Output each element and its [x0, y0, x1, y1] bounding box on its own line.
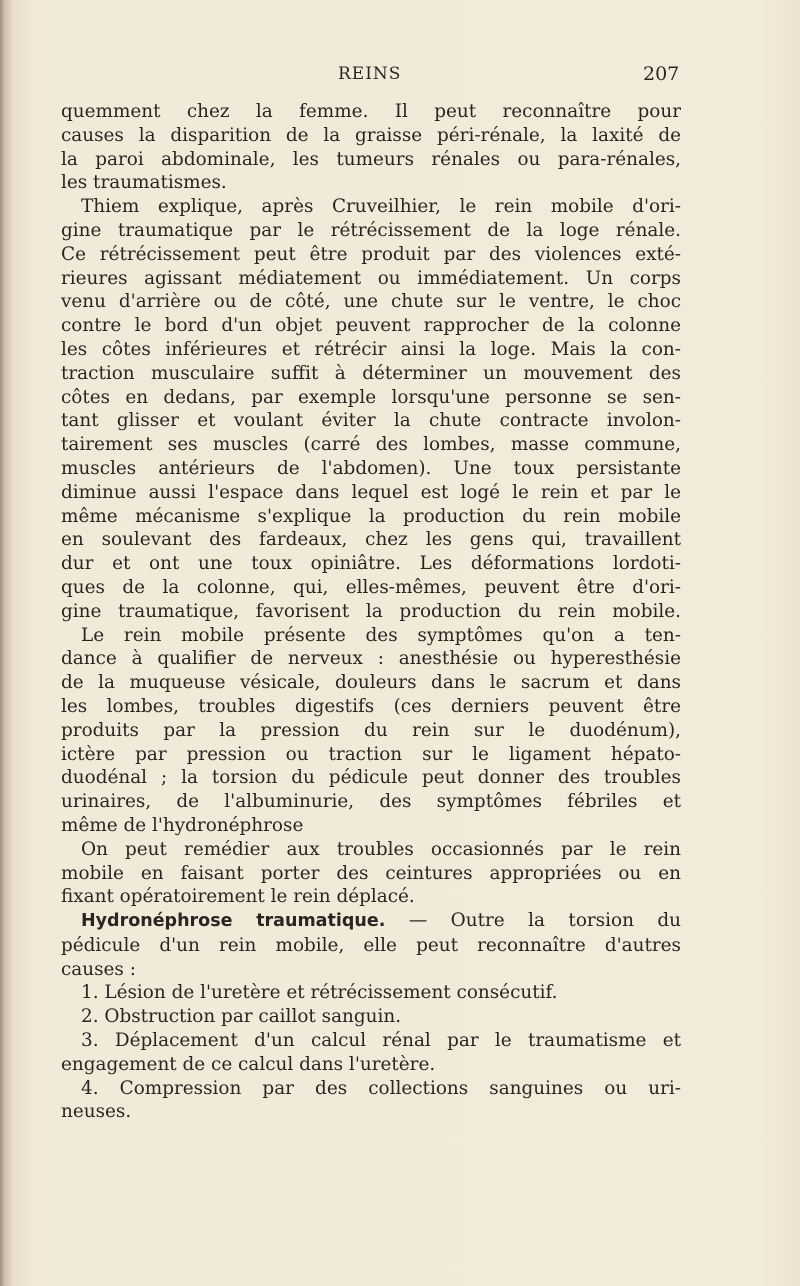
- subsection-heading: Hydronéphrose traumatique.: [81, 911, 386, 932]
- text-line: duodénal ; la torsion du pédicule peut donner des troubles: [61, 767, 681, 789]
- text-line: gine traumatique par le rétrécissement de la loge rénale.: [61, 219, 681, 241]
- text-line: fixant opératoirement le rein déplacé.: [61, 886, 415, 908]
- text-line: mobile en faisant porter des ceintures appropriées ou en: [61, 862, 681, 884]
- text-line: côtes en dedans, par exemple lorsqu'une personne se sen-: [61, 386, 681, 408]
- text-line: ques de la colonne, qui, elles-mêmes, peuvent être d'ori-: [61, 576, 681, 598]
- text-line: en soulevant des fardeaux, chez les gens qui, travaillent: [61, 529, 681, 551]
- text-line: même de l'hydronéphrose: [61, 814, 304, 836]
- text-line: urinaires, de l'albuminurie, des symptômes fébriles et: [61, 791, 681, 813]
- text-line: tant glisser et voulant éviter la chute contracte involon-: [61, 410, 681, 432]
- subsection-heading-line: [61, 909, 681, 934]
- list-item-continuation: engagement de ce calcul dans l'uretère.: [61, 1053, 436, 1075]
- list-item: 2. Obstruction par caillot sanguin.: [81, 1006, 402, 1028]
- text-line: les lombes, troubles digestifs (ces derniers peuvent être: [61, 695, 681, 717]
- text-line: les traumatismes.: [61, 172, 227, 194]
- text-line: Le rein mobile présente des symptômes qu'on a ten-: [81, 624, 681, 646]
- text-line: On peut remédier aux troubles occasionnés par le rein: [81, 838, 681, 860]
- text-line: causes :: [61, 958, 136, 980]
- page-number: 207: [643, 63, 680, 85]
- list-item: 4. Compression par des collections sanguines ou uri-: [81, 1077, 681, 1099]
- text-line: causes la disparition de la graisse péri-rénale, la laxité de: [61, 124, 681, 146]
- text-line: la paroi abdominale, les tumeurs rénales ou para-rénales,: [61, 148, 681, 170]
- text-line: les côtes inférieures et rétrécir ainsi la loge. Mais la con-: [61, 338, 681, 360]
- text-line: tairement ses muscles (carré des lombes, masse commune,: [61, 434, 681, 456]
- text-line: muscles antérieurs de l'abdomen). Une toux persistante: [61, 457, 681, 479]
- text-line: dance à qualifier de nerveux : anesthésie ou hyperesthésie: [61, 648, 681, 670]
- body-text: [61, 100, 681, 1124]
- text-line: gine traumatique, favorisent la production du rein mobile.: [61, 600, 681, 622]
- text-line: de la muqueuse vésicale, douleurs dans le sacrum et dans: [61, 672, 681, 694]
- text-line: Ce rétrécissement peut être produit par des violences exté-: [61, 243, 681, 265]
- text-line: traction musculaire suffit à déterminer un mouvement des: [61, 362, 681, 384]
- list-item-continuation: neuses.: [61, 1101, 132, 1123]
- text-line: dur et ont une toux opiniâtre. Les déformations lordoti-: [61, 553, 681, 575]
- text-line: contre le bord d'un objet peuvent rapprocher de la colonne: [61, 315, 681, 337]
- text-line: venu d'arrière ou de côté, une chute sur le ventre, le choc: [61, 291, 681, 313]
- text-line: ictère par pression ou traction sur le ligament hépato-: [61, 743, 681, 765]
- list-item: 3. Déplacement d'un calcul rénal par le traumatisme et: [81, 1030, 681, 1052]
- running-head: REINS: [338, 64, 402, 84]
- text-line: produits par la pression du rein sur le duodénum),: [61, 719, 681, 741]
- text-line: rieures agissant médiatement ou immédiatement. Un corps: [61, 267, 681, 289]
- subsection-text: — Outre la torsion du: [385, 910, 681, 932]
- text-line: Thiem explique, après Cruveilhier, le rein mobile d'ori-: [81, 196, 681, 218]
- list-item: 1. Lésion de l'uretère et rétrécissement consécutif.: [81, 982, 558, 1004]
- text-line: quemment chez la femme. Il peut reconnaître pour: [61, 101, 681, 122]
- text-line: pédicule d'un rein mobile, elle peut reconnaître d'autres: [61, 934, 681, 956]
- text-line: même mécanisme s'explique la production du rein mobile: [61, 505, 681, 527]
- page-header: [0, 64, 800, 90]
- text-line: diminue aussi l'espace dans lequel est logé le rein et par le: [61, 481, 681, 503]
